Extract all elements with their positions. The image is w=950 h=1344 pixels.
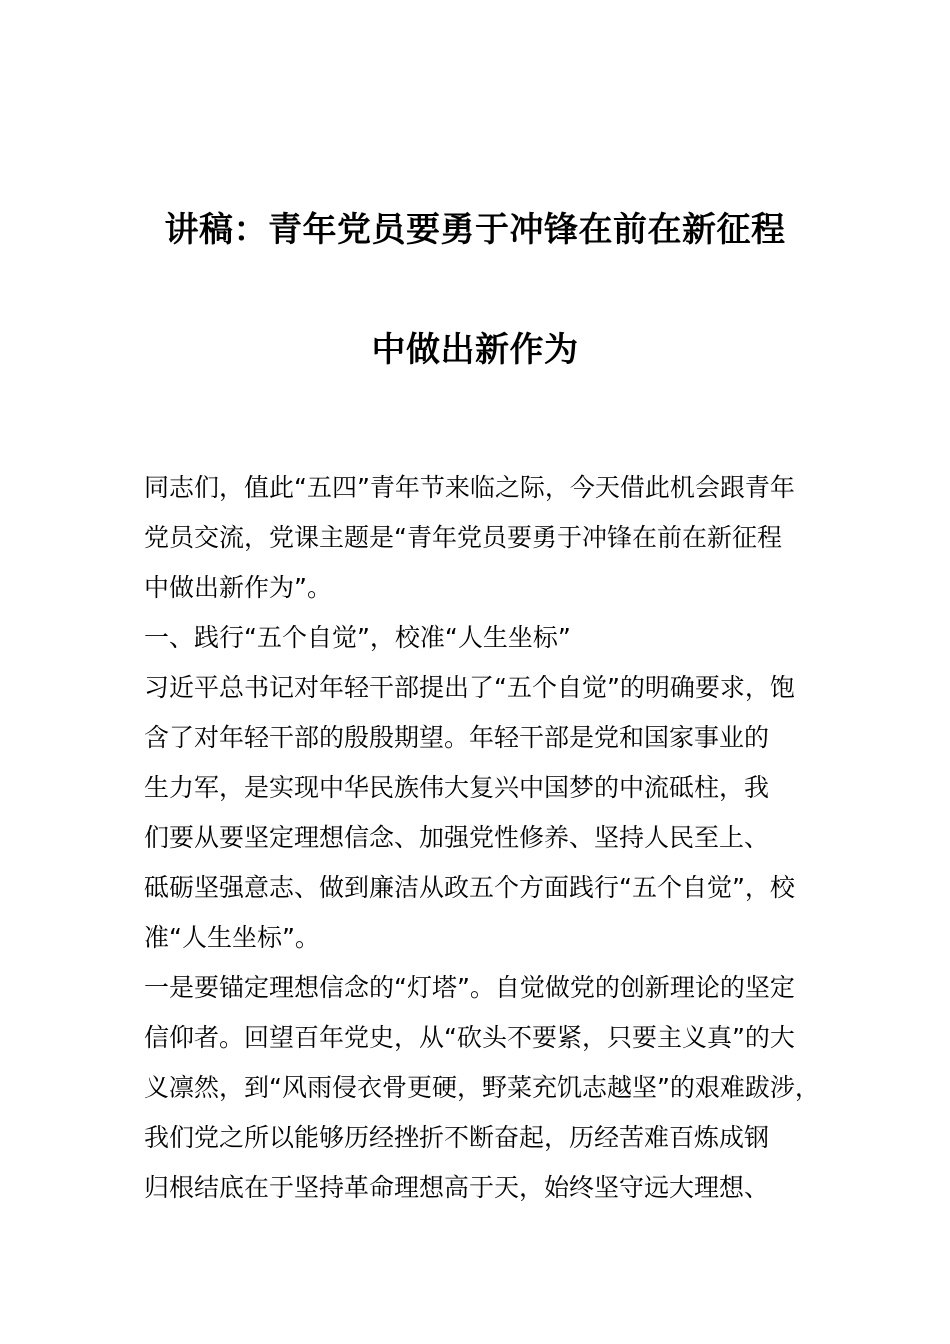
document-title-line-1: 讲稿：青年党员要勇于冲锋在前在新征程	[164, 210, 786, 250]
body-line: 同志们，值此“五四”青年节来临之际，今天借此机会跟青年	[144, 473, 795, 502]
body-line: 归根结底在于坚持革命理想高于天，始终坚守远大理想、	[144, 1173, 770, 1202]
body-line: 我们党之所以能够历经挫折不断奋起，历经苦难百炼成钢	[144, 1123, 770, 1152]
body-line: 习近平总书记对年轻干部提出了“五个自觉”的明确要求，饱	[144, 673, 795, 702]
document-body	[144, 468, 844, 1218]
body-line: 砥砺坚强意志、做到廉洁从政五个方面践行“五个自觉”，校	[144, 873, 795, 902]
body-line: 一是要锚定理想信念的“灯塔”。自觉做党的创新理论的坚定	[144, 973, 795, 1002]
body-line: 中做出新作为”。	[144, 573, 332, 602]
body-line: 准“人生坐标”。	[144, 923, 320, 952]
body-line: 生力军，是实现中华民族伟大复兴中国梦的中流砥柱，我	[144, 773, 770, 802]
document-title-line-2: 中做出新作为	[371, 330, 579, 370]
body-line: 们要从要坚定理想信念、加强党性修养、坚持人民至上、	[144, 823, 770, 852]
body-line: 义凛然，到“风雨侵衣骨更硬，野菜充饥志越坚”的艰难跋涉，	[144, 1073, 820, 1102]
body-line: 含了对年轻干部的殷殷期望。年轻干部是党和国家事业的	[144, 723, 770, 752]
section-heading: 一、践行“五个自觉”，校准“人生坐标”	[144, 623, 571, 652]
body-line: 党员交流，党课主题是“青年党员要勇于冲锋在前在新征程	[144, 523, 782, 552]
body-line: 信仰者。回望百年党史，从“砍头不要紧，只要主义真”的大	[144, 1023, 795, 1052]
